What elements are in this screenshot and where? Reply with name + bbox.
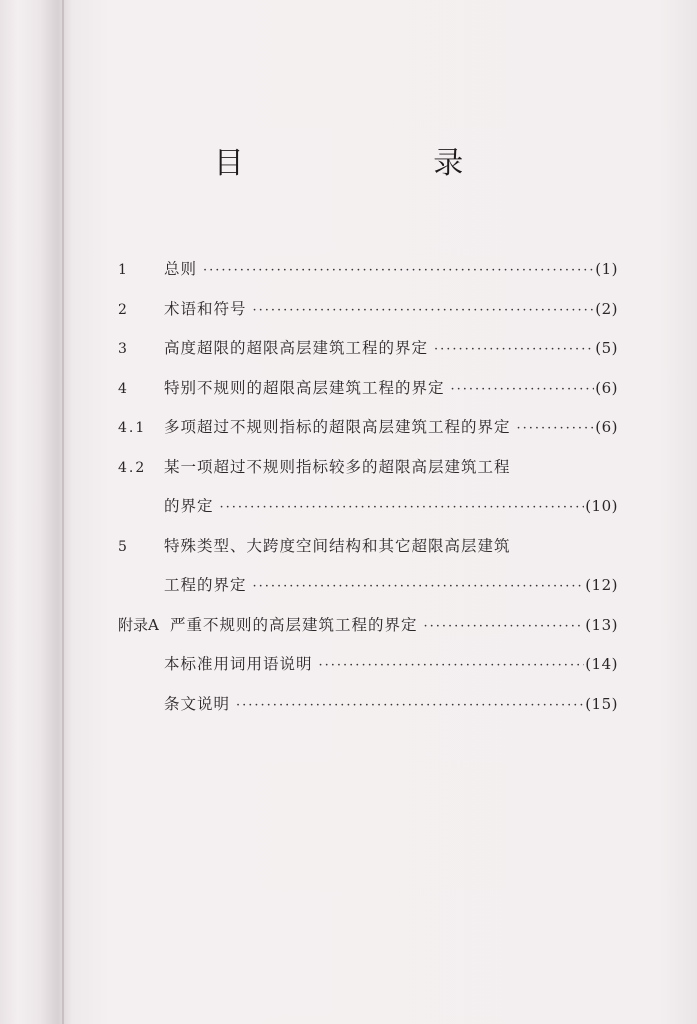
entry-number: 4 xyxy=(118,380,129,397)
entry-number: 3 xyxy=(118,341,129,357)
toc-entry-continuation[interactable] xyxy=(118,571,618,611)
entry-page: (15) xyxy=(585,694,618,713)
entry-title: 严重不规则的高层建筑工程的界定 xyxy=(170,615,418,634)
entry-number: 2 xyxy=(118,301,129,318)
entry-page: (5) xyxy=(595,339,618,357)
entry-title: 特别不规则的超限高层建筑工程的界定 xyxy=(164,378,445,397)
toc-entry[interactable] xyxy=(118,532,618,572)
entry-page: (13) xyxy=(585,615,618,634)
toc-entry[interactable] xyxy=(118,295,618,335)
entry-title: 特殊类型、大跨度空间结构和其它超限高层建筑 xyxy=(164,536,511,555)
dot-leader xyxy=(517,415,595,443)
entry-number: 4.2 xyxy=(118,459,147,476)
entry-number: 4.1 xyxy=(118,420,147,436)
entry-title: 本标准用词用语说明 xyxy=(164,655,313,673)
toc-entry[interactable] xyxy=(118,453,618,493)
entry-page: (6) xyxy=(595,418,618,436)
entry-title: 总则 xyxy=(164,260,198,278)
entry-page: (12) xyxy=(585,576,618,594)
dot-leader xyxy=(253,573,585,601)
entry-number: 5 xyxy=(118,538,129,555)
dot-leader xyxy=(220,494,585,522)
entry-title: 条文说明 xyxy=(164,694,231,713)
dot-leader xyxy=(236,692,584,720)
toc-entry[interactable] xyxy=(118,413,618,453)
entry-title: 高度超限的超限高层建筑工程的界定 xyxy=(164,339,429,357)
toc-entry-continuation[interactable] xyxy=(118,492,618,532)
entry-number: 1 xyxy=(118,262,129,278)
dot-leader xyxy=(434,336,594,364)
toc-entry[interactable] xyxy=(118,334,618,374)
toc-entry[interactable] xyxy=(118,374,618,414)
dot-leader xyxy=(203,257,594,285)
dot-leader xyxy=(253,297,595,325)
entry-title: 术语和符号 xyxy=(164,299,247,318)
table-of-contents xyxy=(118,255,618,729)
page-title: 目 录 xyxy=(213,146,554,181)
entry-title-continuation: 的界定 xyxy=(164,497,214,515)
toc-entry[interactable] xyxy=(118,255,618,295)
entry-page: (14) xyxy=(585,655,618,673)
entry-page: (6) xyxy=(595,378,618,397)
toc-entry[interactable] xyxy=(118,611,618,651)
entry-page: (10) xyxy=(585,497,618,515)
entry-title-continuation: 工程的界定 xyxy=(164,576,247,594)
entry-title: 某一项超过不规则指标较多的超限高层建筑工程 xyxy=(164,457,511,476)
entry-title: 多项超过不规则指标的超限高层建筑工程的界定 xyxy=(164,418,511,436)
toc-entry[interactable] xyxy=(118,650,618,690)
dot-leader xyxy=(451,376,595,404)
entry-page: (1) xyxy=(595,260,618,278)
toc-entry[interactable] xyxy=(118,690,618,730)
dot-leader xyxy=(319,652,585,680)
entry-number: 附录A xyxy=(118,615,159,634)
dot-leader xyxy=(424,613,585,641)
entry-page: (2) xyxy=(595,299,618,318)
